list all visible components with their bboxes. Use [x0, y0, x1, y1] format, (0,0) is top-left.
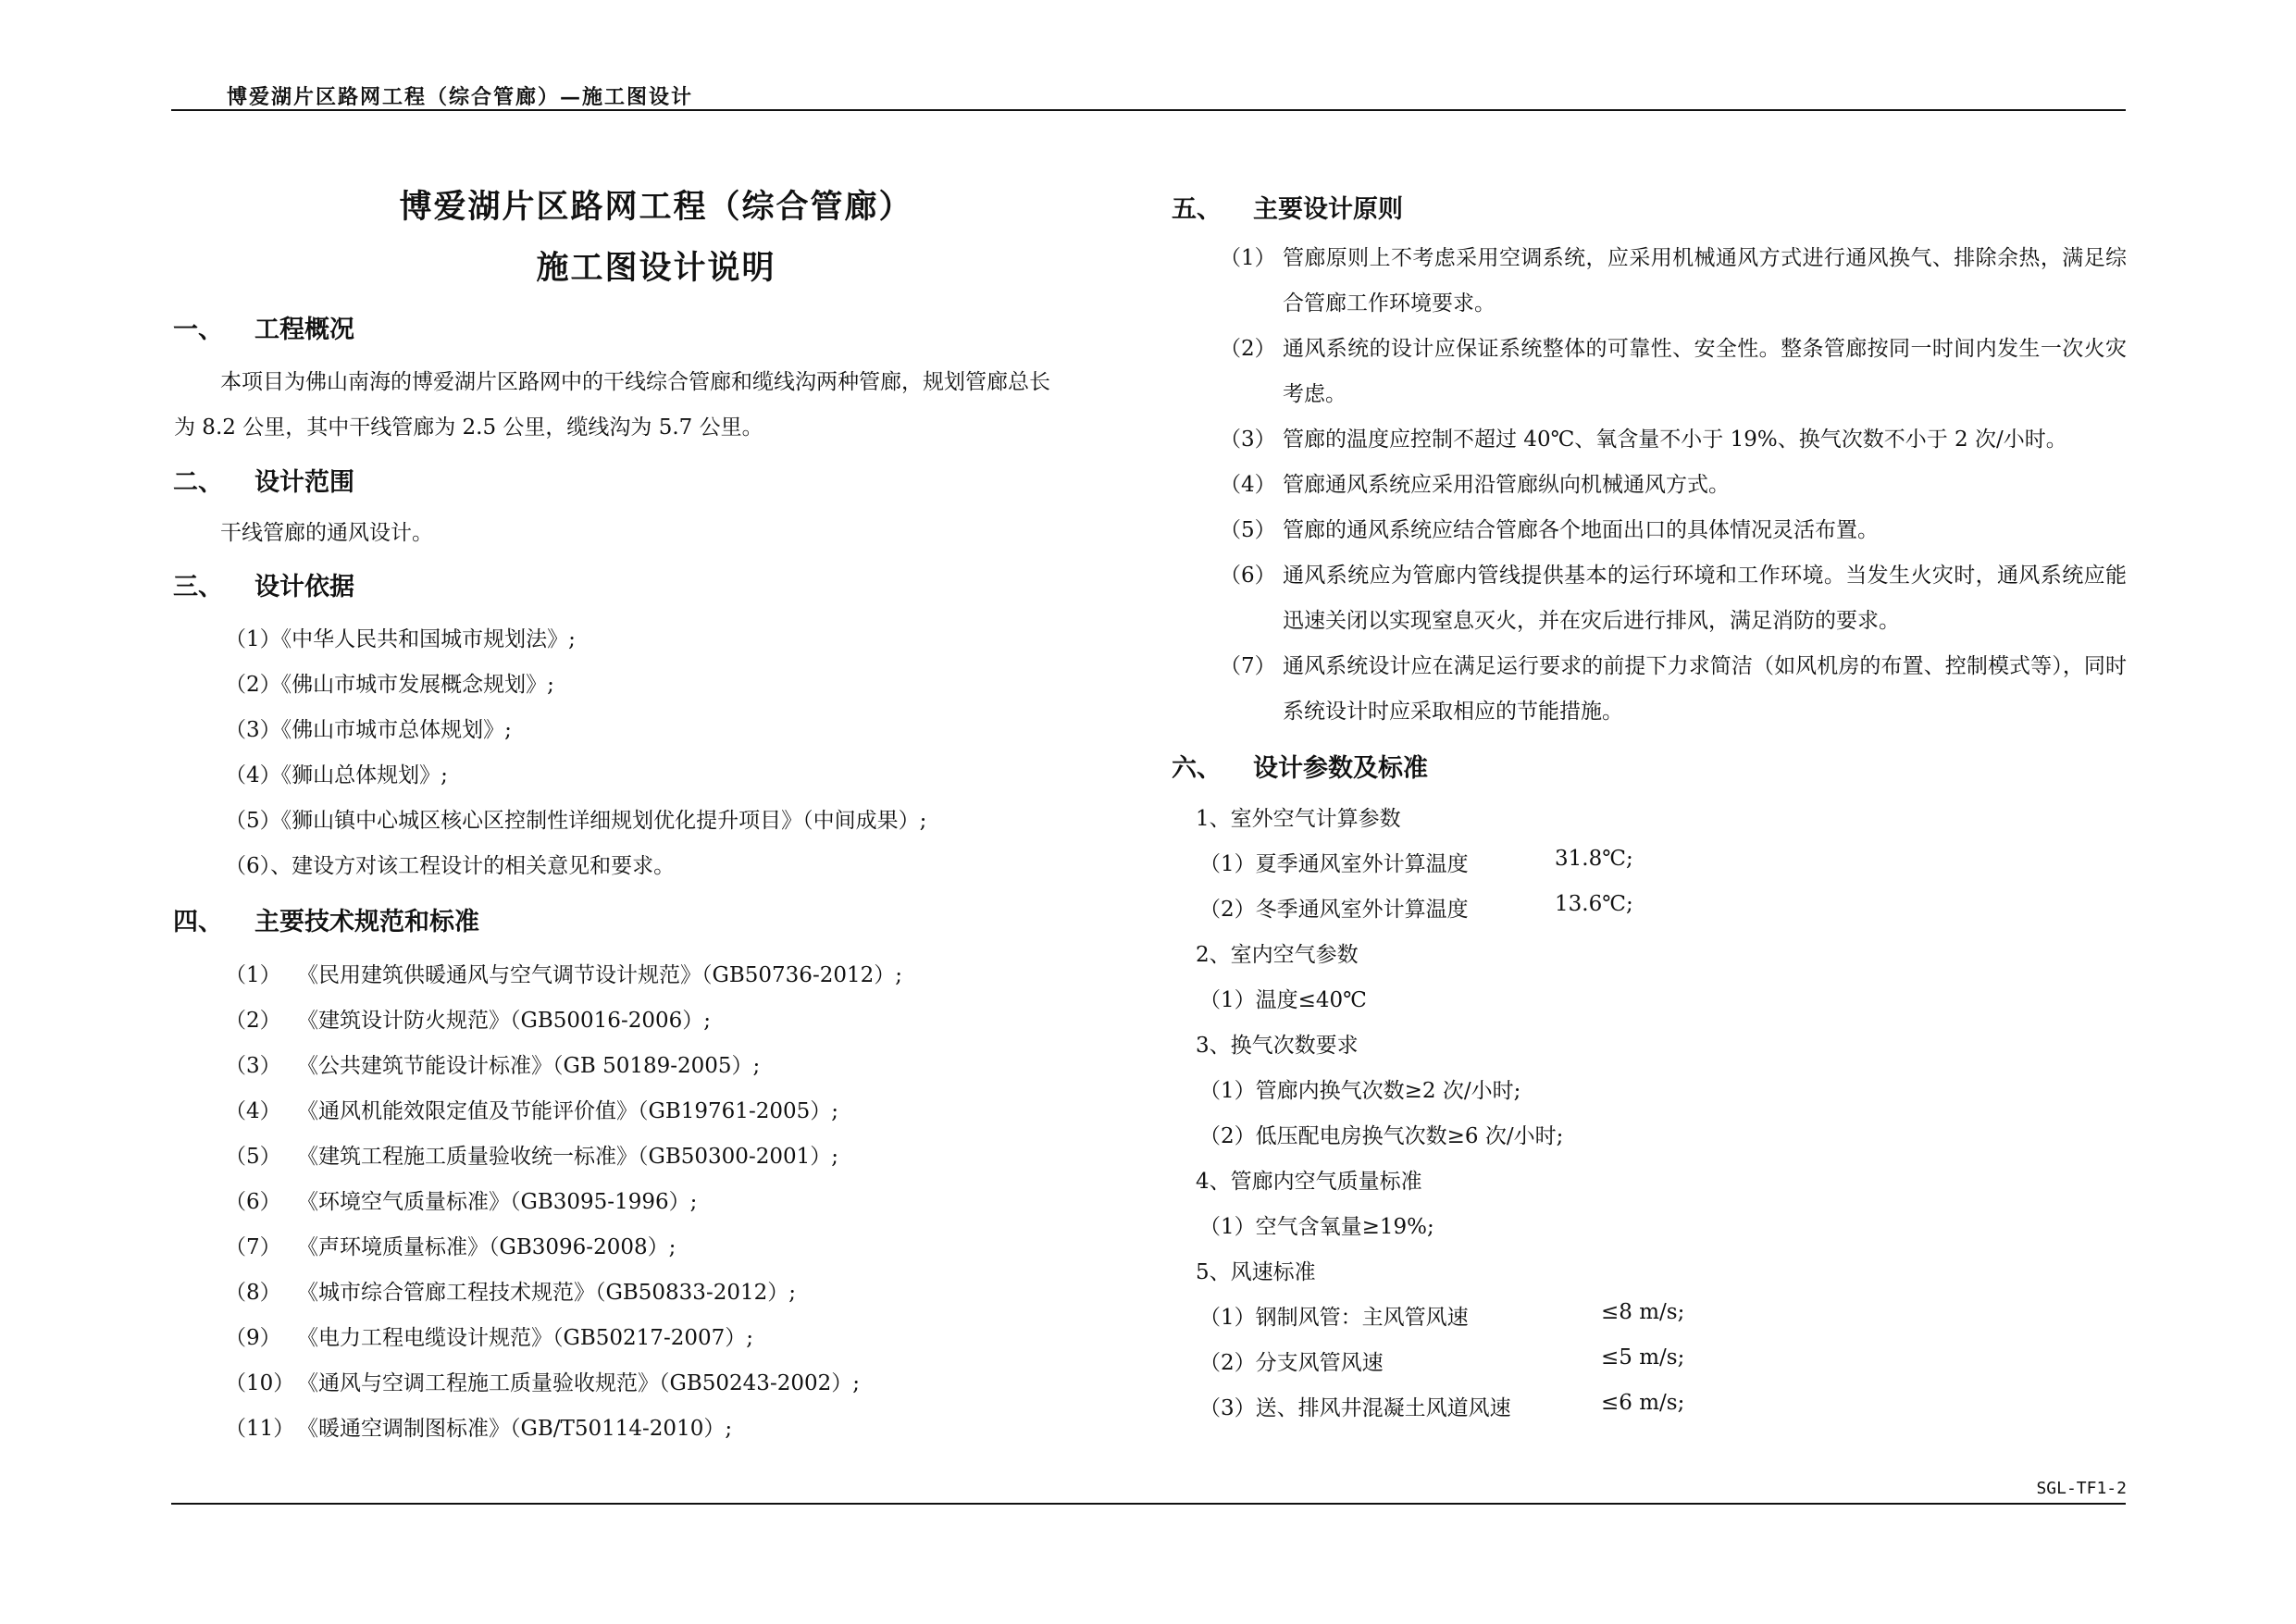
basis-item: （3）《佛山市城市总体规划》;	[225, 718, 512, 742]
section-title: 设计参数及标准	[1253, 754, 1428, 783]
item-index: （1）	[1220, 246, 1276, 270]
item-index: （1）	[225, 963, 281, 987]
section-number: 六、	[1172, 754, 1222, 783]
parameter-value: ≤8 m/s;	[1601, 1300, 1685, 1324]
item-index: （2）	[1220, 337, 1276, 361]
section-heading-standards	[173, 901, 479, 937]
principle-item	[1220, 327, 2127, 417]
parameter-label: （1）夏季通风室外计算温度	[1199, 852, 1469, 876]
item-text: 《建筑工程施工质量验收统一标准》（GB50300-2001）;	[297, 1145, 838, 1169]
page-header-title: 博爱湖片区路网工程（综合管廊）—施工图设计	[227, 85, 694, 109]
item-index: （6）	[225, 1190, 281, 1214]
section-title: 主要设计原则	[1253, 195, 1403, 224]
item-index: （7）	[1220, 654, 1276, 678]
section-title: 工程概况	[254, 316, 354, 344]
standard-item	[225, 1139, 838, 1170]
section-number: 四、	[173, 908, 223, 936]
parameter-row	[1199, 1391, 1685, 1421]
parameter-row	[1199, 847, 1633, 877]
item-text: 管廊原则上不考虑采用空调系统，应采用机械通风方式进行通风换气、排除余热，满足综合管廊工作环境要求。	[1283, 246, 2127, 316]
parameter-group-heading: 1、室外空气计算参数	[1196, 807, 1401, 831]
parameter-group-heading: 4、管廊内空气质量标准	[1196, 1170, 1422, 1194]
section-number: 五、	[1172, 195, 1222, 224]
item-index: （6）	[1220, 564, 1276, 588]
section-heading-scope	[173, 462, 354, 498]
parameter-value: ≤6 m/s;	[1601, 1391, 1685, 1415]
standard-item	[225, 1094, 838, 1124]
principle-item	[1220, 553, 2127, 644]
item-index: （4）	[225, 1099, 281, 1123]
document-title: 博爱湖片区路网工程（综合管廊）	[399, 188, 913, 226]
standard-item	[225, 958, 902, 988]
standard-item	[225, 1003, 711, 1034]
header-rule	[171, 109, 2126, 111]
parameter-label: （1）钢制风管：主风管风速	[1199, 1306, 1469, 1330]
item-text: 《城市综合管廊工程技术规范》（GB50833-2012）;	[297, 1281, 796, 1305]
item-index: （9）	[225, 1326, 281, 1350]
section-heading-principles	[1172, 189, 1403, 225]
basis-item: （5）《狮山镇中心城区核心区控制性详细规划优化提升项目》（中间成果）;	[225, 809, 927, 833]
item-text: 管廊通风系统应采用沿管廊纵向机械通风方式。	[1283, 473, 1730, 497]
parameter-value: ≤5 m/s;	[1601, 1345, 1685, 1370]
overview-paragraph-line-1: 本项目为佛山南海的博爱湖片区路网中的干线综合管廊和缆线沟两种管廊，规划管廊总长	[220, 370, 1050, 394]
item-index: （2）	[225, 1009, 281, 1033]
item-index: （3）	[225, 1054, 281, 1078]
principle-item	[1220, 644, 2127, 735]
standard-item	[225, 1184, 697, 1215]
section-title: 设计范围	[254, 468, 354, 497]
parameter-row	[1199, 892, 1633, 923]
standard-item	[225, 1048, 760, 1079]
item-text: 《公共建筑节能设计标准》（GB 50189-2005）;	[297, 1054, 761, 1078]
principle-item	[1220, 463, 2127, 508]
section-heading-overview	[173, 309, 354, 345]
item-index: （5）	[225, 1145, 281, 1169]
item-text: 通风系统应为管廊内管线提供基本的运行环境和工作环境。当发生火灾时，通风系统应能迅速关闭以实现窒息灭火，并在灾后进行排风，满足消防的要求。	[1283, 564, 2127, 633]
item-text: 《建筑设计防火规范》（GB50016-2006）;	[297, 1009, 711, 1033]
item-text: 《声环境质量标准》（GB3096-2008）;	[297, 1235, 676, 1259]
parameter-value: 13.6℃;	[1555, 892, 1633, 916]
item-text: 《暖通空调制图标准》（GB/T50114-2010）;	[297, 1417, 733, 1441]
section-number: 二、	[173, 468, 223, 497]
item-text: 《电力工程电缆设计规范》（GB50217-2007）;	[297, 1326, 753, 1350]
parameter-row: （1）温度≤40℃	[1199, 988, 1367, 1012]
basis-item: （2）《佛山市城市发展概念规划》;	[225, 673, 554, 697]
principle-item	[1220, 417, 2127, 463]
parameter-row	[1199, 1345, 1685, 1376]
parameter-group-heading: 3、换气次数要求	[1196, 1034, 1359, 1058]
document-subtitle: 施工图设计说明	[536, 249, 776, 287]
drawing-code: SGL-TF1-2	[2036, 1479, 2127, 1498]
parameter-label: （2）分支风管风速	[1199, 1351, 1384, 1375]
standard-item	[225, 1366, 860, 1396]
parameter-label: （3）送、排风井混凝土风道风速	[1199, 1396, 1511, 1420]
section-title: 设计依据	[254, 573, 354, 601]
section-heading-basis	[173, 566, 354, 602]
section-title: 主要技术规范和标准	[254, 908, 479, 936]
principle-item	[1220, 508, 2127, 553]
parameter-group-heading: 5、风速标准	[1196, 1260, 1316, 1284]
item-text: 《通风机能效限定值及节能评价值》（GB19761-2005）;	[297, 1099, 838, 1123]
parameter-group-heading: 2、室内空气参数	[1196, 943, 1359, 967]
item-index: （5）	[1220, 518, 1276, 542]
footer-rule	[171, 1503, 2126, 1505]
item-text: 管廊的温度应控制不超过 40℃、氧含量不小于 19%、换气次数不小于 2 次/小时。	[1283, 428, 2067, 452]
principle-item	[1220, 236, 2127, 327]
parameter-row: （1）空气含氧量≥19%;	[1199, 1215, 1434, 1239]
parameter-row	[1199, 1300, 1685, 1331]
item-text: 通风系统的设计应保证系统整体的可靠性、安全性。整条管廊按同一时间内发生一次火灾考虑。	[1283, 337, 2127, 406]
section-heading-parameters	[1172, 748, 1428, 784]
basis-item: （6）、建设方对该工程设计的相关意见和要求。	[225, 854, 676, 878]
item-index: （7）	[225, 1235, 281, 1259]
parameter-row: （1）管廊内换气次数≥2 次/小时;	[1199, 1079, 1521, 1103]
item-text: 《民用建筑供暖通风与空气调节设计规范》（GB50736-2012）;	[297, 963, 902, 987]
parameter-value: 31.8℃;	[1555, 847, 1633, 871]
section-number: 三、	[173, 573, 223, 601]
parameter-row: （2）低压配电房换气次数≥6 次/小时;	[1199, 1124, 1564, 1148]
basis-item: （4）《狮山总体规划》;	[225, 763, 448, 787]
item-index: （8）	[225, 1281, 281, 1305]
standard-item	[225, 1411, 732, 1442]
standard-item	[225, 1320, 753, 1351]
item-index: （11）	[225, 1417, 295, 1441]
item-index: （10）	[225, 1371, 295, 1395]
parameter-label: （2）冬季通风室外计算温度	[1199, 898, 1469, 922]
section-number: 一、	[173, 316, 223, 344]
standard-item	[225, 1275, 796, 1306]
item-text: 《环境空气质量标准》（GB3095-1996）;	[297, 1190, 698, 1214]
item-text: 通风系统设计应在满足运行要求的前提下力求简洁（如风机房的布置、控制模式等），同时系统设计时应采取相应的节能措施。	[1283, 654, 2127, 724]
item-index: （4）	[1220, 473, 1276, 497]
basis-item: （1）《中华人民共和国城市规划法》;	[225, 627, 576, 651]
item-index: （3）	[1220, 428, 1276, 452]
standard-item	[225, 1230, 676, 1260]
item-text: 管廊的通风系统应结合管廊各个地面出口的具体情况灵活布置。	[1283, 518, 1879, 542]
overview-paragraph-line-2: 为 8.2 公里，其中干线管廊为 2.5 公里，缆线沟为 5.7 公里。	[174, 415, 763, 440]
scope-text: 干线管廊的通风设计。	[220, 521, 433, 545]
item-text: 《通风与空调工程施工质量验收规范》（GB50243-2002）;	[297, 1371, 860, 1395]
